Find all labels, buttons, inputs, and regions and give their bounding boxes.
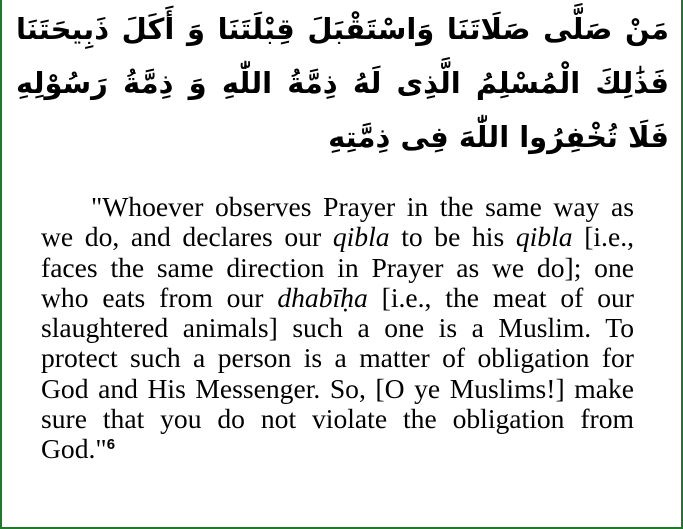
translation-segment: "Whoever observes Prayer in the same way as we do, and declares our [41,191,634,253]
term-dhabiha: dhabīḥa [277,281,368,313]
arabic-hadith-text: مَنْ صَلَّى صَلَاتَنَا وَاسْتَقْبَلَ قِبْلَتَنَا وَ أَكَلَ ذَبِيحَتَنَا فَذَٰلِكَ الْمُسْلِمُ الَّذِى لَهُ ذِمَّةُ اللّٰهِ وَ ذِمَّةُ رَسُوْلِهِ فَلَا تُخْفِرُوا اللّٰهَ فِى ذِمَّتِهِ [16,12,669,154]
translation-segment: to be his [389,221,516,253]
term-qibla: qibla [515,221,573,253]
translation-segment: [i.e., the meat of our slaughtered animals] such a one is a Muslim. To protect such a person is a matter of obligation for God and His Messenger. So, [O ye Muslims!] make sure that you do not violate the obligation from God." [41,281,634,465]
translation-segment: [i.e., faces the same direction in Prayer as we do]; one who eats from our [41,221,634,313]
hadith-translation [41,192,634,465]
term-qibla: qibla [332,221,390,253]
footnote-marker: 6 [106,436,116,454]
